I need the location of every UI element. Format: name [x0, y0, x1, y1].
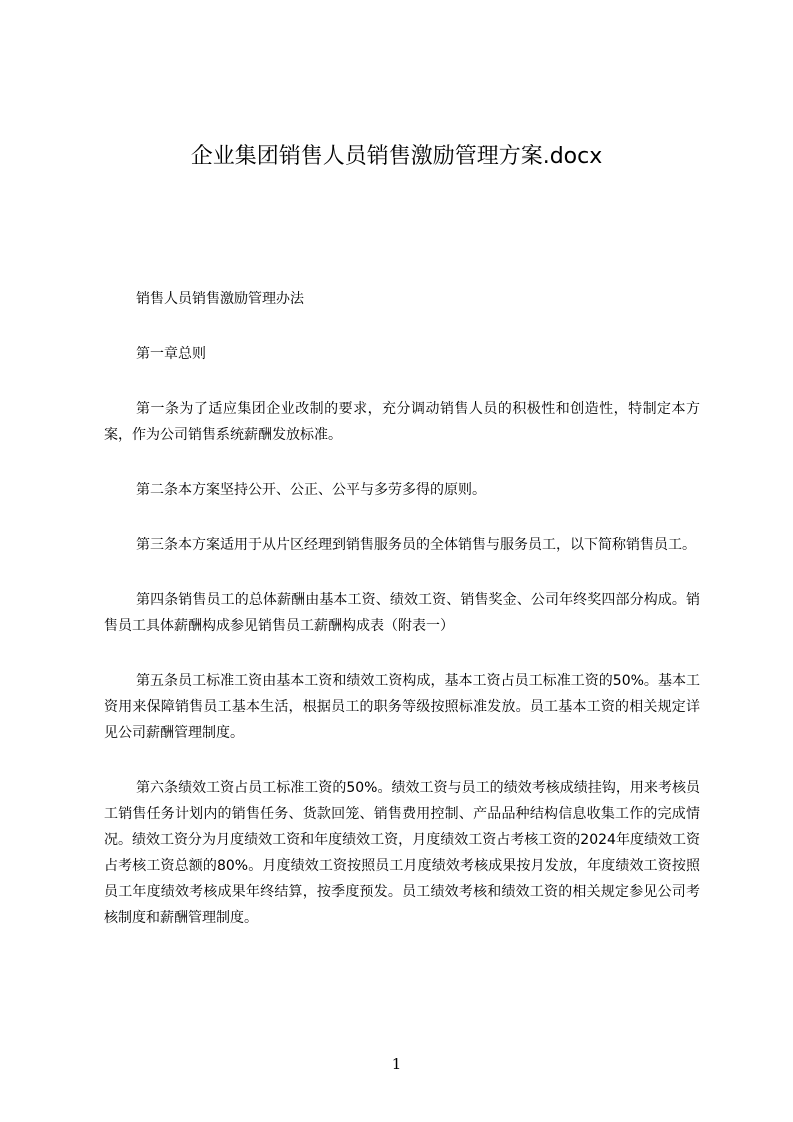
- article-paragraph: 第二条本方案坚持公开、公正、公平与多劳多得的原则。: [136, 482, 486, 498]
- article-paragraph: 第三条本方案适用于从片区经理到销售服务员的全体销售与服务员工，以下简称销售员工。: [136, 537, 696, 553]
- document-title: 企业集团销售人员销售激励管理方案.docx: [190, 144, 603, 169]
- article-paragraph: 第五条员工标准工资由基本工资和绩效工资构成，基本工资占员工标准工资的50%。基本工资用来保障销售员工基本生活，根据员工的职务等级按照标准发放。员工基本工资的相关规定详见公司薪酬管理制度。: [104, 673, 700, 741]
- page-number: 1: [391, 1055, 402, 1073]
- article-paragraph: 第六条绩效工资占员工标准工资的50%。绩效工资与员工的绩效考核成绩挂钩，用来考核员工销售任务计划内的销售任务、货款回笼、销售费用控制、产品品种结构信息收集工作的完成情况。绩效工资分为月度绩效工资和年度绩效工资，月度绩效工资占考核工资的2024年度绩效工资占考核工资总额的80%。月度绩效工资按照员工月度绩效考核成果按月发放，年度绩效工资按照员工年度绩效考核成果年终结算，按季度预发。员工绩效考核和绩效工资的相关规定参见公司考核制度和薪酬管理制度。: [104, 780, 700, 926]
- chapter-heading: 第一章总则: [136, 346, 206, 362]
- document-body: [104, 286, 700, 960]
- article-paragraph: 第一条为了适应集团企业改制的要求，充分调动销售人员的积极性和创造性，特制定本方案，作为公司销售系统薪酬发放标准。: [104, 401, 700, 443]
- article-paragraph: 第四条销售员工的总体薪酬由基本工资、绩效工资、销售奖金、公司年终奖四部分构成。销售员工具体薪酬构成参见销售员工薪酬构成表（附表一）: [104, 592, 700, 634]
- document-subtitle: 销售人员销售激励管理办法: [136, 291, 304, 307]
